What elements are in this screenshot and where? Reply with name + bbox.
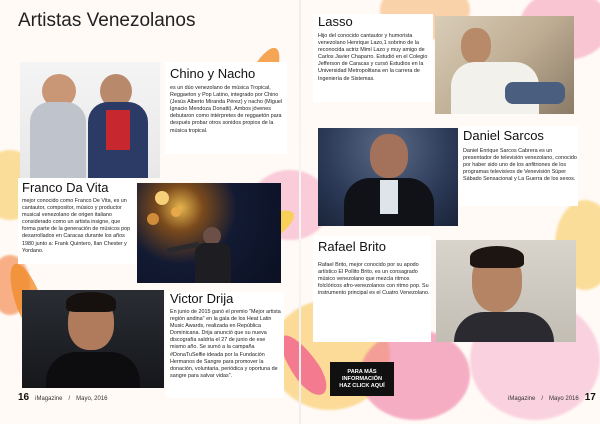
red-shirt — [106, 110, 130, 150]
page-gutter — [299, 0, 301, 424]
rafael-brito-photo — [436, 240, 576, 342]
magazine-name: iMagazine — [35, 396, 63, 402]
lasso-bio: Hijo del conocido cantautor y humorista venezolano Henrique Lazo,1 sobrino de la reconocida actriz Mimí Lazo y muy amigo de Carlos Javier Chaparro. Estudió en el Colegio Jefferson de Caracas y cursó Estudios en la Universidad Metropolitana en la carrera de Ingeniería de Sistemas. — [318, 33, 428, 82]
issue-date: Mayo, 2016 — [76, 396, 108, 402]
daniel-sarcos-name: Daniel Sarcos — [463, 128, 544, 143]
lasso-name: Lasso — [318, 14, 353, 29]
person-jeans — [505, 82, 565, 104]
person-silhouette — [30, 102, 86, 178]
daniel-sarcos-bio: Daniel Enrique Sarcos Cabrera es un presentador de televisión venezolano, conocido por haber sido uno de los anfitriones de los programas televisivos de Venevisión Súper Sábado Sensacional y La Guerra de los sexos. — [463, 148, 577, 183]
person-face — [370, 134, 408, 178]
issue-date: Mayo 2016 — [549, 396, 579, 402]
singer-silhouette — [195, 243, 231, 283]
chino-y-nacho-photo — [20, 62, 160, 178]
chino-y-nacho-name: Chino y Nacho — [170, 66, 256, 81]
victor-drija-photo — [22, 290, 164, 388]
page-title: Artistas Venezolanos — [18, 10, 196, 31]
rafael-brito-name: Rafael Brito — [318, 239, 386, 254]
person-hair — [66, 292, 116, 312]
cta-line-1: PARA MÁS — [347, 368, 377, 375]
person-body — [454, 312, 554, 342]
person-face — [461, 28, 491, 64]
more-info-button[interactable] — [330, 362, 394, 396]
chino-y-nacho-bio: es un dúo venezolano de música Tropical, Reggaeton y Pop Latino, integrado por Chino (Jesús Alberto Miranda Pérez) y nacho (Miguel Ignacio Mendoza Donatti). Ambos jóvenes debutaron como intérpretes de reggaetón para después probar otros sonidos propios de la música tropical. — [170, 85, 283, 134]
victor-drija-name: Victor Drija — [170, 291, 234, 306]
page-number-right: 17 — [584, 392, 596, 403]
cta-line-3: HAZ CLICK AQUÍ — [339, 382, 385, 389]
person-shirt — [380, 180, 398, 214]
franco-da-vita-bio: mejor conocido como Franco De Vita, es un cantautor, compositor, músico y productor musical venezolano de origen italiano considerado como un artista insigne, que forma parte de la generación de músicos pop desarrollados en Caracas durante los años 1980 junto a: Frank Quintero, Ilan Chester y Yordano. — [22, 198, 131, 254]
stage-light — [171, 207, 181, 217]
franco-da-vita-name: Franco Da Vita — [22, 180, 109, 195]
franco-da-vita-photo — [137, 183, 281, 283]
magazine-name: iMagazine — [508, 396, 536, 402]
person-hair — [470, 246, 524, 268]
stage-light — [155, 191, 169, 205]
rafael-brito-bio: Rafael Brito, mejor conocido por su apodo artístico El Pollito Brito, es un consagrado músico venezolano que mezcla ritmos folclóricos afro-venezolanos con ritmo pop. Su instrumento principal es el Cuatro Venezolano. — [318, 262, 430, 297]
footer-left — [18, 392, 108, 403]
cta-line-2: INFORMACIÓN — [341, 375, 383, 382]
daniel-sarcos-photo — [318, 128, 458, 226]
lasso-photo — [435, 16, 574, 114]
footer-right — [508, 392, 596, 403]
footer-separator: / — [541, 396, 544, 402]
stage-light — [147, 213, 159, 225]
victor-drija-bio: En junio de 2015 ganó el premio "Mejor artista región andina" en la gala de los Heat Latin Music Awards, realizada en República Dominicana. Drija anunció que su nueva discografía saldría el 27 de junio de ese mismo año. Se sumó a la campaña #DonaTuSelfie ideada por la Fundación Hermanos de Sangre para promover la donación, voluntaria, periódica y oportuna de sangre para salvar vidas". — [170, 309, 281, 379]
footer-separator: / — [68, 396, 71, 402]
page-number-left: 16 — [18, 392, 30, 403]
person-body — [46, 352, 140, 388]
